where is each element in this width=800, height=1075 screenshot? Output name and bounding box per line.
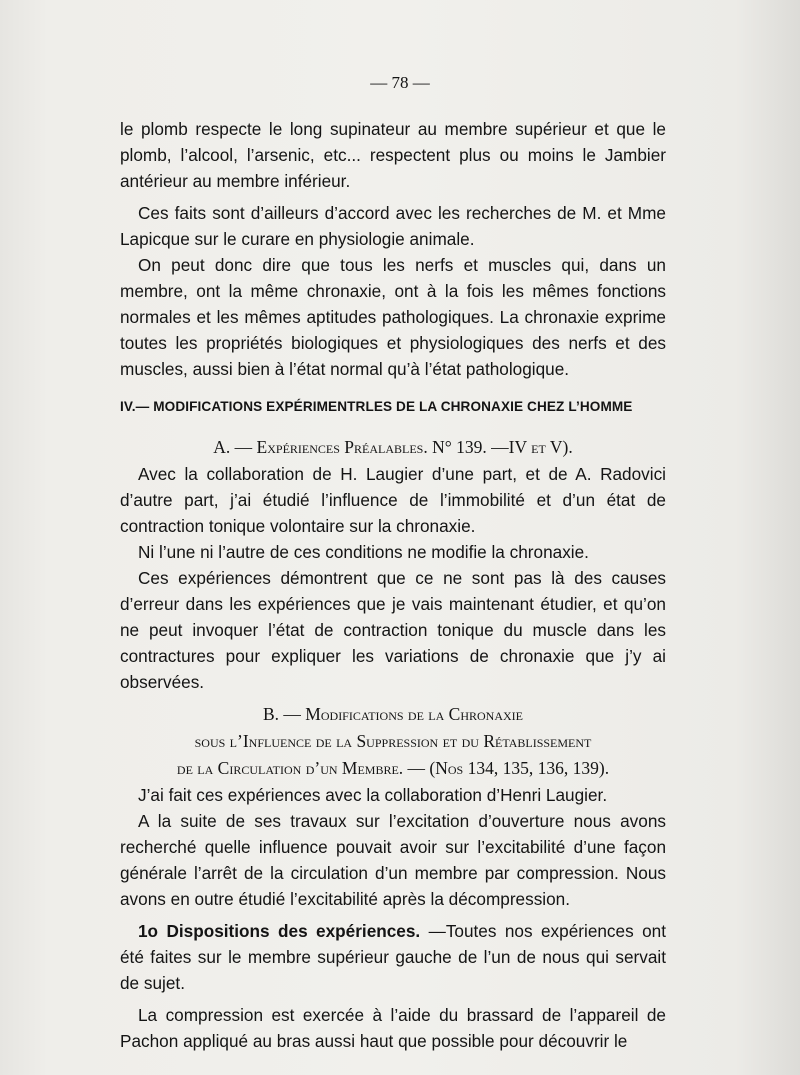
paragraph: Ces expériences démontrent que ce ne sont pas là des causes d’erreur dans les expériences que je vais maintenant étudier, et qu’on ne peut invoquer l’état de contraction tonique du muscle dans les contractures pour expliquer les variations de chronaxie que j’y ai observées. [120, 568, 666, 692]
paragraph [120, 918, 666, 996]
page-number: — 78 — [370, 73, 430, 92]
dispositions-text: —Toutes nos expériences ont été faites sur le membre supérieur gauche de l’un de nous qui servait de sujet. [120, 921, 666, 993]
subsection-heading-b-line3: de la Circulation d’un Membre. — (Nos 134, 135, 136, 139). [176, 758, 610, 778]
subsection-heading-b-line1: B. — Modifications de la Chronaxie [263, 704, 523, 724]
paragraph: Ces faits sont d’ailleurs d’accord avec les recherches de M. et Mme Lapicque sur le curare en physiologie animale. [120, 203, 666, 249]
body-text [120, 116, 666, 1054]
section-heading: IV.— MODIFICATIONS EXPÉRIMENTRLES DE LA CHRONAXIE CHEZ L’HOMME [120, 399, 633, 414]
paragraph: Ni l’une ni l’autre de ces conditions ne modifie la chronaxie. [138, 542, 589, 562]
paragraph: La compression est exercée à l’aide du brassard de l’appareil de Pachon appliqué au bras aussi haut que possible pour découvrir le [120, 1005, 666, 1051]
paragraph: Avec la collaboration de H. Laugier d’une part, et de A. Radovici d’autre part, j’ai étudié l’influence de l’immobilité et d’un état de contraction tonique volontaire sur la chronaxie. [120, 464, 666, 536]
paragraph: A la suite de ses travaux sur l’excitation d’ouverture nous avons recherché quelle influence pouvait avoir sur l’excitabilité d’une façon générale l’arrêt de la circulation d’un membre par compression. Nous avons en outre étudié l’excitabilité après la décompression. [120, 811, 666, 909]
paragraph: On peut donc dire que tous les nerfs et muscles qui, dans un membre, ont la même chronaxie, ont à la fois les mêmes fonctions normales et les mêmes aptitudes pathologiques. La chronaxie exprime toutes les propriétés biologiques et physiologiques des nerfs et des muscles, aussi bien à l’état normal qu’à l’état pathologique. [120, 255, 666, 379]
dispositions-lead: 1o Dispositions des expériences. [138, 921, 421, 941]
paragraph: J’ai fait ces expériences avec la collaboration d’Henri Laugier. [138, 785, 608, 805]
subsection-heading-a: A. — Expériences Préalables. N° 139. —IV et V). [213, 437, 573, 457]
paragraph: le plomb respecte le long supinateur au membre supérieur et que le plomb, l’alcool, l’arsenic, etc... respectent plus ou moins le Jambier antérieur au membre inférieur. [120, 119, 666, 191]
subsection-heading-b-line2: sous l’Influence de la Suppression et du Rétablissement [194, 731, 592, 751]
